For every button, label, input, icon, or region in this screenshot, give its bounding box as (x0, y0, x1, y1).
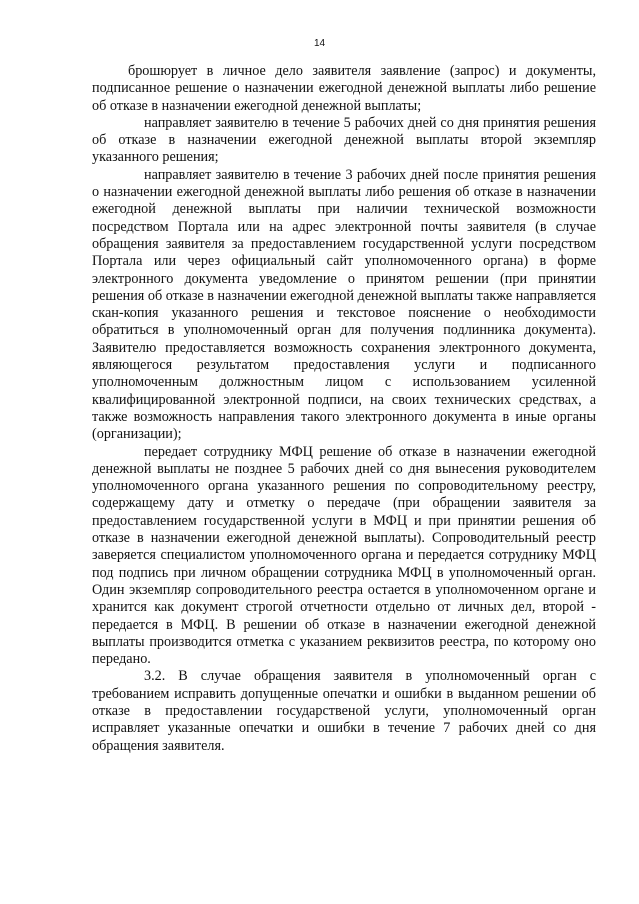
page-number: 14 (313, 38, 326, 49)
paragraph-send-refusal-copy: направляет заявителю в течение 5 рабочих дней со дня принятия решения об отказе в назначении ежегодной денежной выплаты второй экземпляр указанного решения; (92, 114, 596, 166)
paragraph-bind-file: брошюрует в личное дело заявителя заявление (запрос) и документы, подписанное решение о назначении ежегодной денежной выплаты либо решение об отказе в назначении ежегодной денежной выплаты; (92, 63, 596, 114)
paragraph-transfer-to-mfc: передает сотруднику МФЦ решение об отказе в назначении ежегодной денежной выплаты не позднее 5 рабочих дней со дня вынесения руководителем уполномоченного органа указанного решения по сопроводительному реестру, содержащему дату и отметку о передаче (при обращении заявителя за предоставлением государственной услуги в МФЦ и при принятии решения об отказе в назначении ежегодной денежной выплаты). Сопроводительный реестр заверяется специалистом уполномоченного органа и передается сотруднику МФЦ под подпись при личном обращении сотрудника МФЦ в уполномоченный орган. Один экземпляр сопроводительного реестра остается в уполномоченном органе и хранится как документ строгой отчетности отдельно от личных дел, второй - передается в МФЦ. В решении об отказе в назначении ежегодной денежной выплаты производится отметка с указанием реквизитов реестра, по которому оно передано. (92, 443, 596, 668)
paragraph-section-3-2: 3.2. В случае обращения заявителя в уполномоченный орган с требованием исправить допущенные опечатки и ошибки в выданном решении об отказе в предоставлении государственой услуги, уполномоченный орган исправляет указанные опечатки и ошибки в течение 7 рабочих дней со дня обращения заявителя. (92, 668, 596, 754)
paragraph-electronic-notification: направляет заявителю в течение 3 рабочих дней после принятия решения о назначении ежегодной денежной выплаты либо решения об отказе в назначении ежегодной денежной выплаты при наличии технической возможности посредством Портала или на адрес электронной почты заявителя (в случае обращения заявителя за предоставлением государственной услуги посредством Портала или через официальный сайт уполномоченного органа) в форме электронного документа уведомление о принятом решении (при принятии решения об отказе в назначении ежегодной денежной выплаты также направляется скан-копия указанного решения и текстовое пояснение о необходимости обратиться в уполномоченный орган для получения подлинника документа). Заявителю предоставляется возможность сохранения электронного документа, являющегося результатом предоставления услуги и подписанного уполномоченным должностным лицом с использованием усиленной квалифицированной электронной подписи, на своих технических средствах, а также возможность направления такого электронного документа в иные органы (организации); (92, 166, 596, 443)
document-body (92, 63, 596, 755)
